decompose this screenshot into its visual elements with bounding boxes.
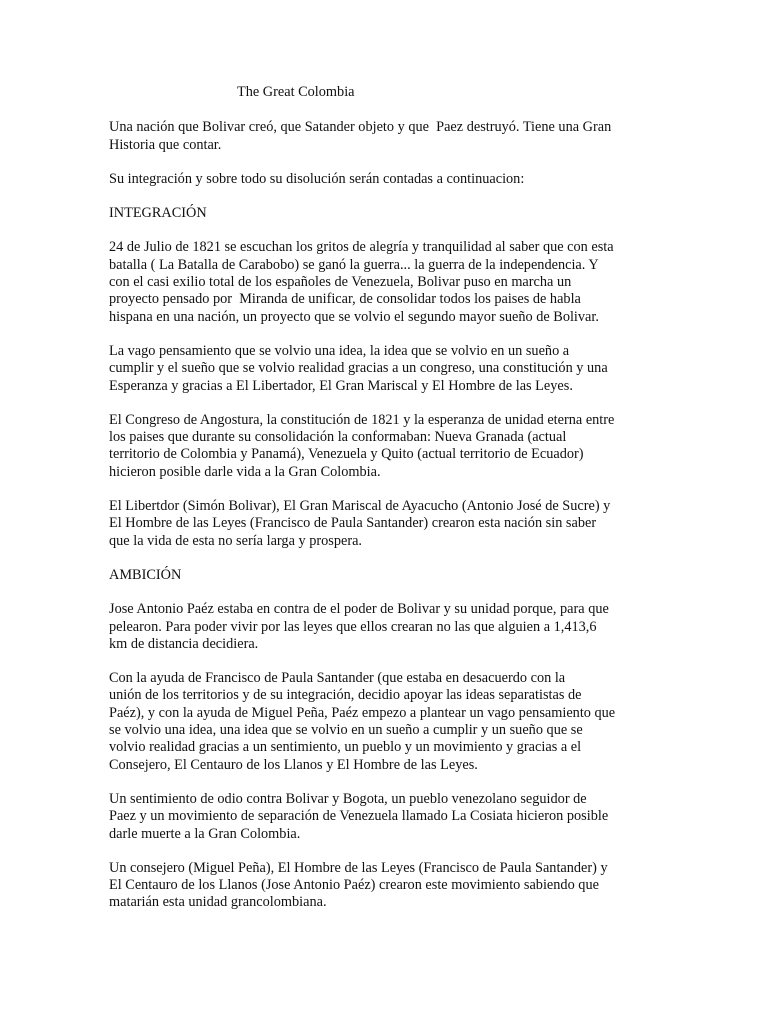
- paragraph: [109, 412, 669, 481]
- text-line: matarián esta unidad grancolombiana.: [109, 894, 327, 911]
- text-line: se volvio una idea, una idea que se volvio en un sueño a cumplir y un sueño que se: [109, 722, 583, 739]
- text-line: unión de los territorios y de su integración, decidio apoyar las ideas separatistas de: [109, 687, 582, 704]
- text-line: km de distancia decidiera.: [109, 635, 259, 652]
- text-line: La vago pensamiento que se volvio una idea, la idea que se volvio en un sueño a: [109, 342, 570, 359]
- text-line: Paéz), y con la ayuda de Miguel Peña, Paéz empezo a plantear un vago pensamiento que: [109, 704, 616, 721]
- text-line: pelearon. Para poder vivir por las leyes que ellos crearan no las que alguien a 1,413,6: [109, 618, 597, 635]
- paragraph: [109, 239, 669, 325]
- paragraph: [109, 791, 669, 843]
- text-line: El Hombre de las Leyes (Francisco de Paula Santander) crearon esta nación sin saber: [109, 515, 597, 532]
- text-line: Con la ayuda de Francisco de Paula Santander (que estaba en desacuerdo con la: [109, 670, 566, 687]
- text-line: volvio realidad gracias a un sentimiento, un pueblo y un movimiento y gracias a el: [109, 739, 582, 756]
- text-line: Su integración y sobre todo su disolución serán contadas a continuacion:: [109, 170, 525, 187]
- paragraph: [109, 119, 669, 154]
- text-line: territorio de Colombia y Panamá), Venezuela y Quito (actual territorio de Ecuador): [109, 446, 584, 463]
- text-line: Consejero, El Centauro de los Llanos y El Hombre de las Leyes.: [109, 756, 478, 773]
- paragraph: [109, 670, 669, 774]
- text-line: hicieron posible darle vida a la Gran Colombia.: [109, 463, 381, 480]
- paragraph: [109, 171, 669, 188]
- text-line: Paez y un movimiento de separación de Venezuela llamado La Cosiata hicieron posible: [109, 808, 609, 825]
- document-title: The Great Colombia: [237, 84, 355, 100]
- text-line: hispana en una nación, un proyecto que se volvio el segundo mayor sueño de Bolivar.: [109, 308, 599, 325]
- paragraph: [109, 498, 669, 550]
- section-heading: [109, 567, 669, 584]
- text-line: darle muerte a la Gran Colombia.: [109, 825, 301, 842]
- text-line: El Centauro de los Llanos (Jose Antonio Paéz) crearon este movimiento sabiendo que: [109, 877, 599, 894]
- paragraph: [109, 860, 669, 912]
- text-line: Historia que contar.: [109, 136, 222, 153]
- document-body: [109, 119, 669, 911]
- text-line: 24 de Julio de 1821 se escuchan los gritos de alegría y tranquilidad al saber que con esta: [109, 239, 614, 256]
- text-line: AMBICIÓN: [109, 566, 182, 583]
- text-line: Esperanza y gracias a El Libertador, El Gran Mariscal y El Hombre de las Leyes.: [109, 377, 573, 394]
- paragraph: [109, 343, 669, 395]
- text-line: El Libertdor (Simón Bolivar), El Gran Mariscal de Ayacucho (Antonio José de Sucre) y: [109, 498, 611, 515]
- text-line: INTEGRACIÓN: [109, 205, 207, 222]
- text-line: Un sentimiento de odio contra Bolivar y Bogota, un pueblo venezolano seguidor de: [109, 790, 587, 807]
- document-page: [109, 84, 669, 929]
- text-line: Una nación que Bolivar creó, que Satander objeto y que Paez destruyó. Tiene una Gran: [109, 119, 612, 136]
- section-heading: [109, 205, 669, 222]
- paragraph: [109, 601, 669, 653]
- text-line: los paises que durante su consolidación la conformaban: Nueva Granada (actual: [109, 429, 567, 446]
- text-line: con el casi exilio total de los españoles de Venezuela, Bolivar puso en marcha un: [109, 274, 572, 291]
- text-line: proyecto pensado por Miranda de unificar, de consolidar todos los paises de habla: [109, 291, 581, 308]
- text-line: cumplir y el sueño que se volvio realidad gracias a un congreso, una constitución y una: [109, 360, 608, 377]
- text-line: que la vida de esta no sería larga y prospera.: [109, 532, 363, 549]
- text-line: Un consejero (Miguel Peña), El Hombre de las Leyes (Francisco de Paula Santander) y: [109, 859, 608, 876]
- text-line: batalla ( La Batalla de Carabobo) se ganó la guerra... la guerra de la independencia. Y: [109, 256, 599, 273]
- text-line: Jose Antonio Paéz estaba en contra de el poder de Bolivar y su unidad porque, para que: [109, 601, 609, 618]
- text-line: El Congreso de Angostura, la constitución de 1821 y la esperanza de unidad eterna entre: [109, 411, 615, 428]
